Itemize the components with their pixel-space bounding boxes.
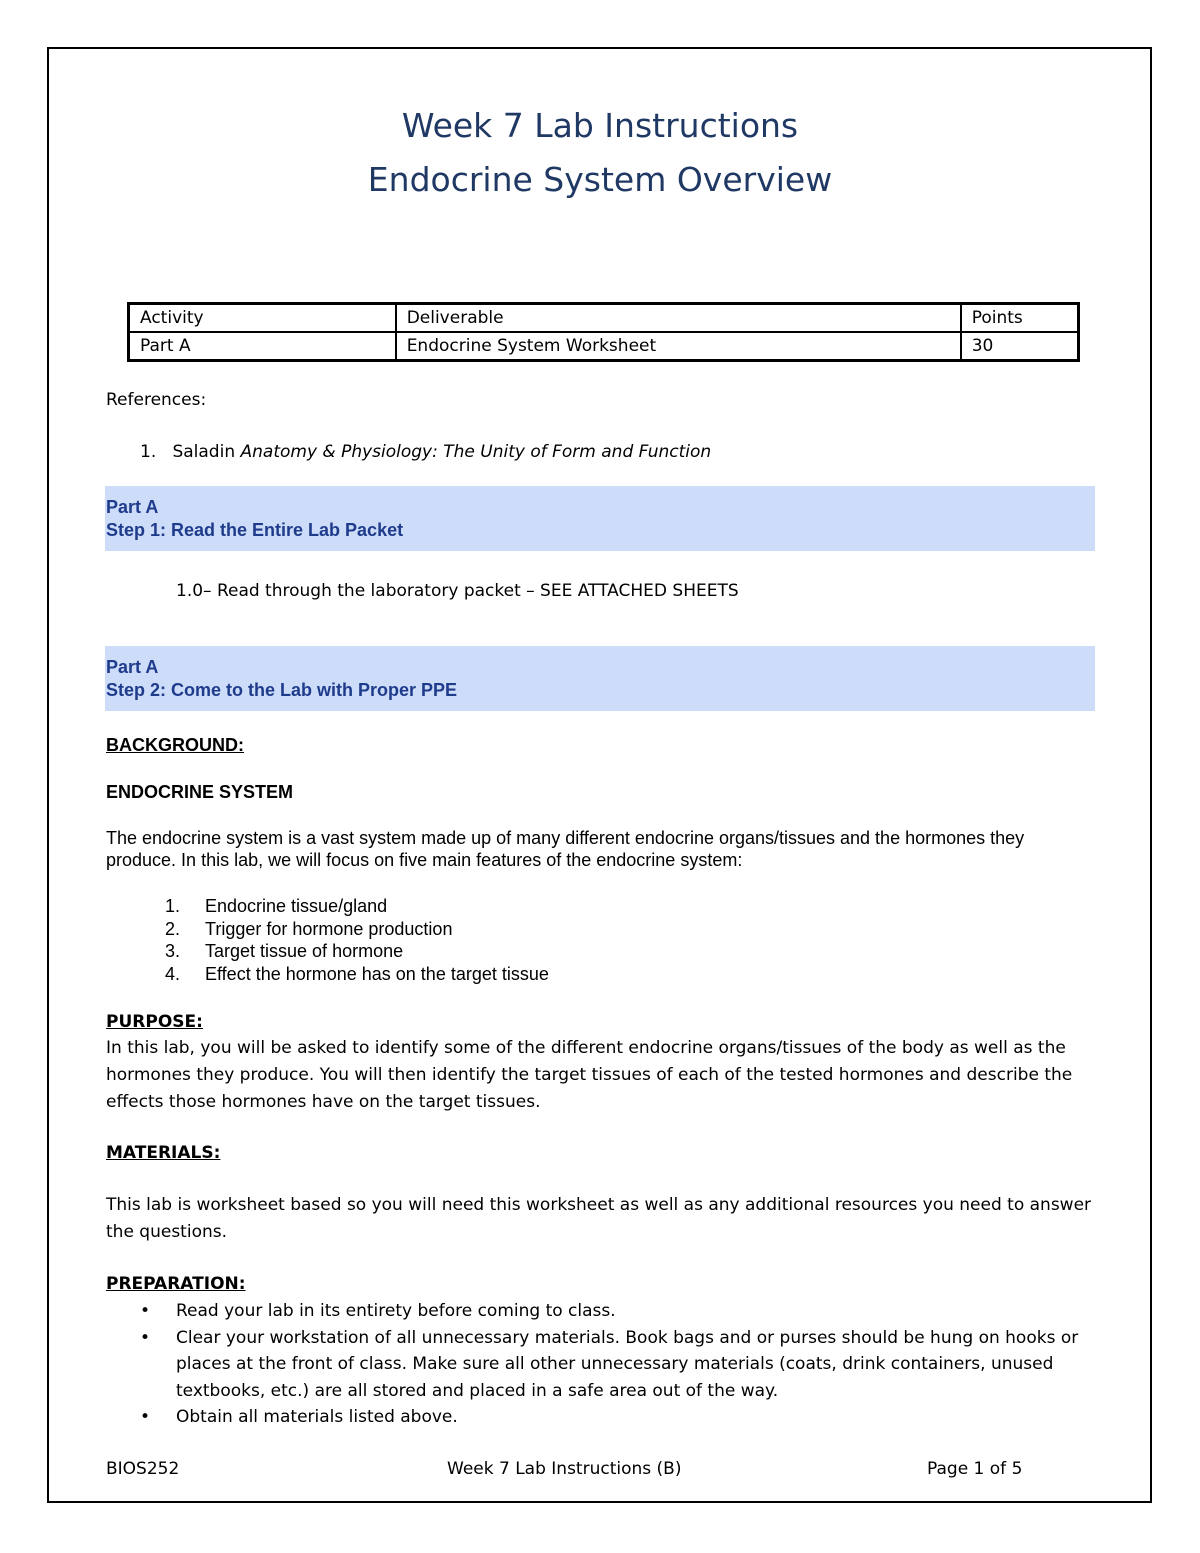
step2-heading-block — [106, 656, 457, 702]
step1-heading-block — [106, 496, 403, 542]
list-text: Read your lab in its entirety before coming to class. — [176, 1301, 616, 1321]
document-subtitle: Endocrine System Overview — [367, 160, 833, 199]
header-points: Points — [961, 304, 1079, 333]
step2-part: Part A — [106, 657, 159, 677]
list-item — [165, 963, 549, 986]
reference-title: Anatomy & Physiology: The Unity of Form and Function — [240, 442, 712, 462]
background-heading: BACKGROUND: — [106, 735, 244, 755]
list-item — [106, 1404, 1096, 1431]
preparation-list — [106, 1298, 1096, 1431]
document-title: Week 7 Lab Instructions — [401, 106, 799, 145]
cell-activity: Part A — [129, 332, 396, 361]
list-number: 2. — [165, 918, 181, 939]
list-item — [165, 895, 549, 918]
background-paragraph: The endocrine system is a vast system made up of many different endocrine organs/tissues and the hormones they produce. In this lab, we will focus on five main features of the endocrine system: — [106, 828, 1025, 870]
list-number: 3. — [165, 941, 181, 961]
references-label: References: — [106, 390, 207, 410]
step1-note: 1.0– Read through the laboratory packet – SEE ATTACHED SHEETS — [176, 581, 739, 601]
bullet-icon: • — [140, 1407, 151, 1427]
step1-part: Part A — [106, 497, 159, 517]
header-deliverable: Deliverable — [396, 304, 961, 333]
list-text: Endocrine tissue/gland — [205, 896, 388, 916]
footer-course: BIOS252 — [106, 1459, 180, 1479]
step2-heading: Step 2: Come to the Lab with Proper PPE — [106, 680, 458, 700]
list-text: Effect the hormone has on the target tissue — [205, 963, 549, 984]
list-item — [165, 940, 549, 963]
features-list — [165, 895, 549, 985]
endocrine-subheading: ENDOCRINE SYSTEM — [106, 782, 294, 802]
list-text: Clear your workstation of all unnecessary materials. Book bags and or purses should be hung on hooks or places at the front of class. Make sure all other unnecessary materials (coats, drink containers, unused textbooks, etc.) are all stored and placed in a safe area out of the way. — [176, 1327, 1079, 1401]
reference-item — [140, 442, 711, 462]
bullet-icon: • — [140, 1327, 151, 1348]
list-item — [106, 1325, 1096, 1405]
purpose-heading: PURPOSE: — [106, 1012, 203, 1032]
table-row — [129, 332, 1079, 361]
list-number: 4. — [165, 963, 181, 984]
list-item — [165, 918, 549, 941]
list-text: Obtain all materials listed above. — [176, 1407, 458, 1427]
cell-points: 30 — [961, 332, 1079, 361]
cell-deliverable: Endocrine System Worksheet — [396, 332, 961, 361]
purpose-paragraph: In this lab, you will be asked to identify some of the different endocrine organs/tissues of the body as well as the hormones they produce. You will then identify the target tissues of each of the tested hormones and describe the effects those hormones have on the target tissues. — [106, 1038, 1073, 1112]
bullet-icon: • — [140, 1301, 151, 1321]
step1-heading: Step 1: Read the Entire Lab Packet — [106, 520, 404, 540]
table-header-row — [129, 304, 1079, 333]
header-activity: Activity — [129, 304, 396, 333]
footer-page-number: Page 1 of 5 — [927, 1459, 1023, 1479]
list-number: 1. — [165, 896, 181, 916]
list-text: Trigger for hormone production — [205, 918, 453, 939]
footer-document: Week 7 Lab Instructions (B) — [447, 1459, 682, 1479]
reference-author: Saladin — [172, 442, 236, 462]
materials-heading: MATERIALS: — [106, 1143, 221, 1163]
preparation-heading: PREPARATION: — [106, 1274, 246, 1294]
materials-paragraph: This lab is worksheet based so you will need this worksheet as well as any additional resources you need to answer the questions. — [106, 1195, 1092, 1242]
reference-number: 1. — [140, 442, 157, 462]
list-item — [106, 1298, 1096, 1325]
list-text: Target tissue of hormone — [205, 941, 404, 961]
activity-table — [127, 302, 1080, 362]
